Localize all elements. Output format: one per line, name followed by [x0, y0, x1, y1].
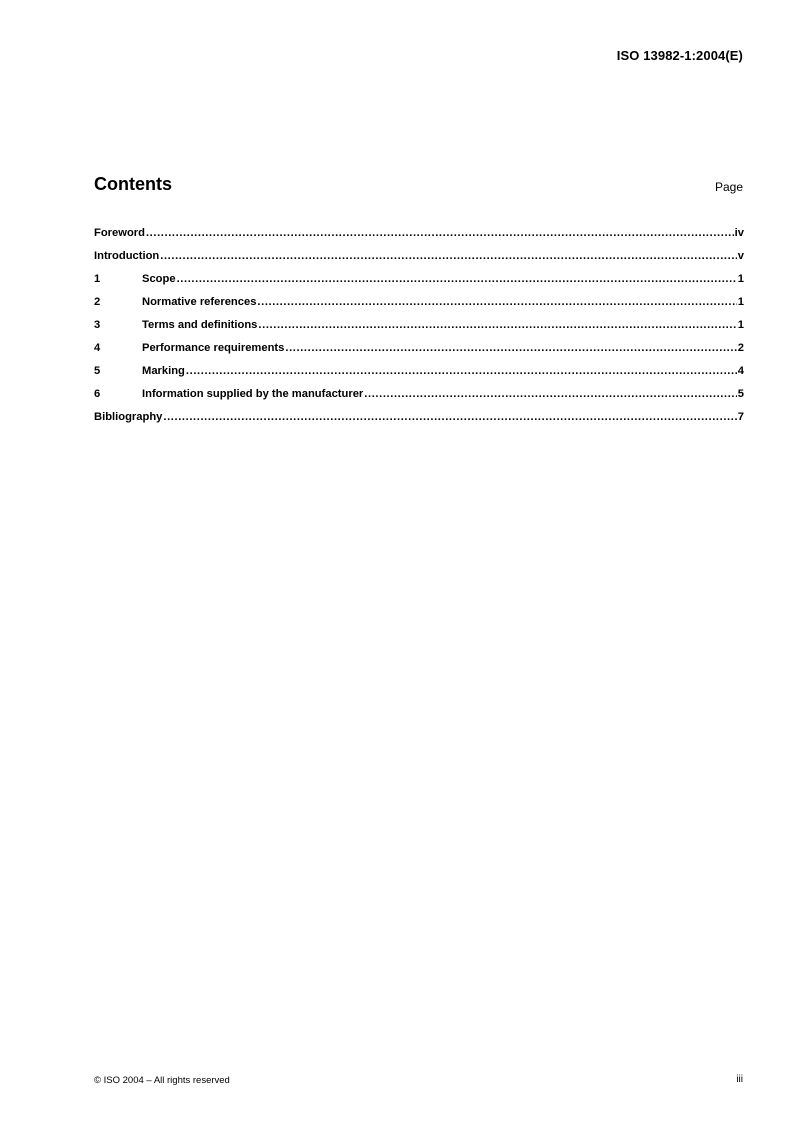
toc-entry-normative-references[interactable]: [94, 296, 744, 319]
table-of-contents: [94, 227, 744, 434]
toc-entry-number: 6: [94, 388, 101, 400]
dot-leader: [285, 342, 736, 354]
dot-leader: [160, 250, 737, 262]
toc-entry-terms-and-definitions[interactable]: [94, 319, 744, 342]
toc-entry-scope[interactable]: [94, 273, 744, 296]
toc-entry-page: v: [737, 250, 744, 262]
toc-entry-title: Introduction: [94, 250, 160, 262]
toc-entry-foreword[interactable]: [94, 227, 744, 250]
toc-entry-page: 7: [737, 411, 744, 423]
toc-entry-page: 1: [737, 319, 744, 331]
toc-entry-number: 2: [94, 296, 101, 308]
dot-leader: [163, 411, 736, 423]
dot-leader: [146, 227, 734, 239]
dot-leader: [177, 273, 737, 285]
toc-entry-title: Terms and definitions: [142, 319, 258, 331]
dot-leader: [258, 319, 736, 331]
footer-page-number: iii: [736, 1074, 743, 1085]
dot-leader: [364, 388, 736, 400]
toc-entry-page: 1: [737, 273, 744, 285]
footer-copyright: © ISO 2004 – All rights reserved: [94, 1075, 230, 1086]
toc-entry-introduction[interactable]: [94, 250, 744, 273]
contents-heading: Contents: [94, 174, 172, 194]
toc-entry-title: Normative references: [142, 296, 257, 308]
toc-entry-performance-requirements[interactable]: [94, 342, 744, 365]
toc-entry-page: 5: [737, 388, 744, 400]
toc-entry-title: Scope: [142, 273, 176, 285]
toc-entry-number: 4: [94, 342, 101, 354]
toc-entry-number: 1: [94, 273, 101, 285]
toc-entry-page: iv: [734, 227, 744, 239]
toc-entry-number: 5: [94, 365, 101, 377]
toc-entry-marking[interactable]: [94, 365, 744, 388]
toc-entry-title: Foreword: [94, 227, 145, 239]
toc-entry-information-supplied[interactable]: [94, 388, 744, 411]
toc-entry-page: 1: [737, 296, 744, 308]
toc-entry-title: Information supplied by the manufacturer: [142, 388, 364, 400]
document-id: ISO 13982-1:2004(E): [616, 48, 743, 63]
toc-entry-bibliography[interactable]: [94, 411, 744, 434]
page-column-label: Page: [714, 180, 743, 194]
dot-leader: [186, 365, 737, 377]
toc-entry-page: 4: [737, 365, 744, 377]
toc-entry-page: 2: [737, 342, 744, 354]
toc-entry-title: Performance requirements: [142, 342, 285, 354]
dot-leader: [257, 296, 736, 308]
toc-entry-title: Bibliography: [94, 411, 163, 423]
toc-entry-title: Marking: [142, 365, 185, 377]
toc-entry-number: 3: [94, 319, 101, 331]
